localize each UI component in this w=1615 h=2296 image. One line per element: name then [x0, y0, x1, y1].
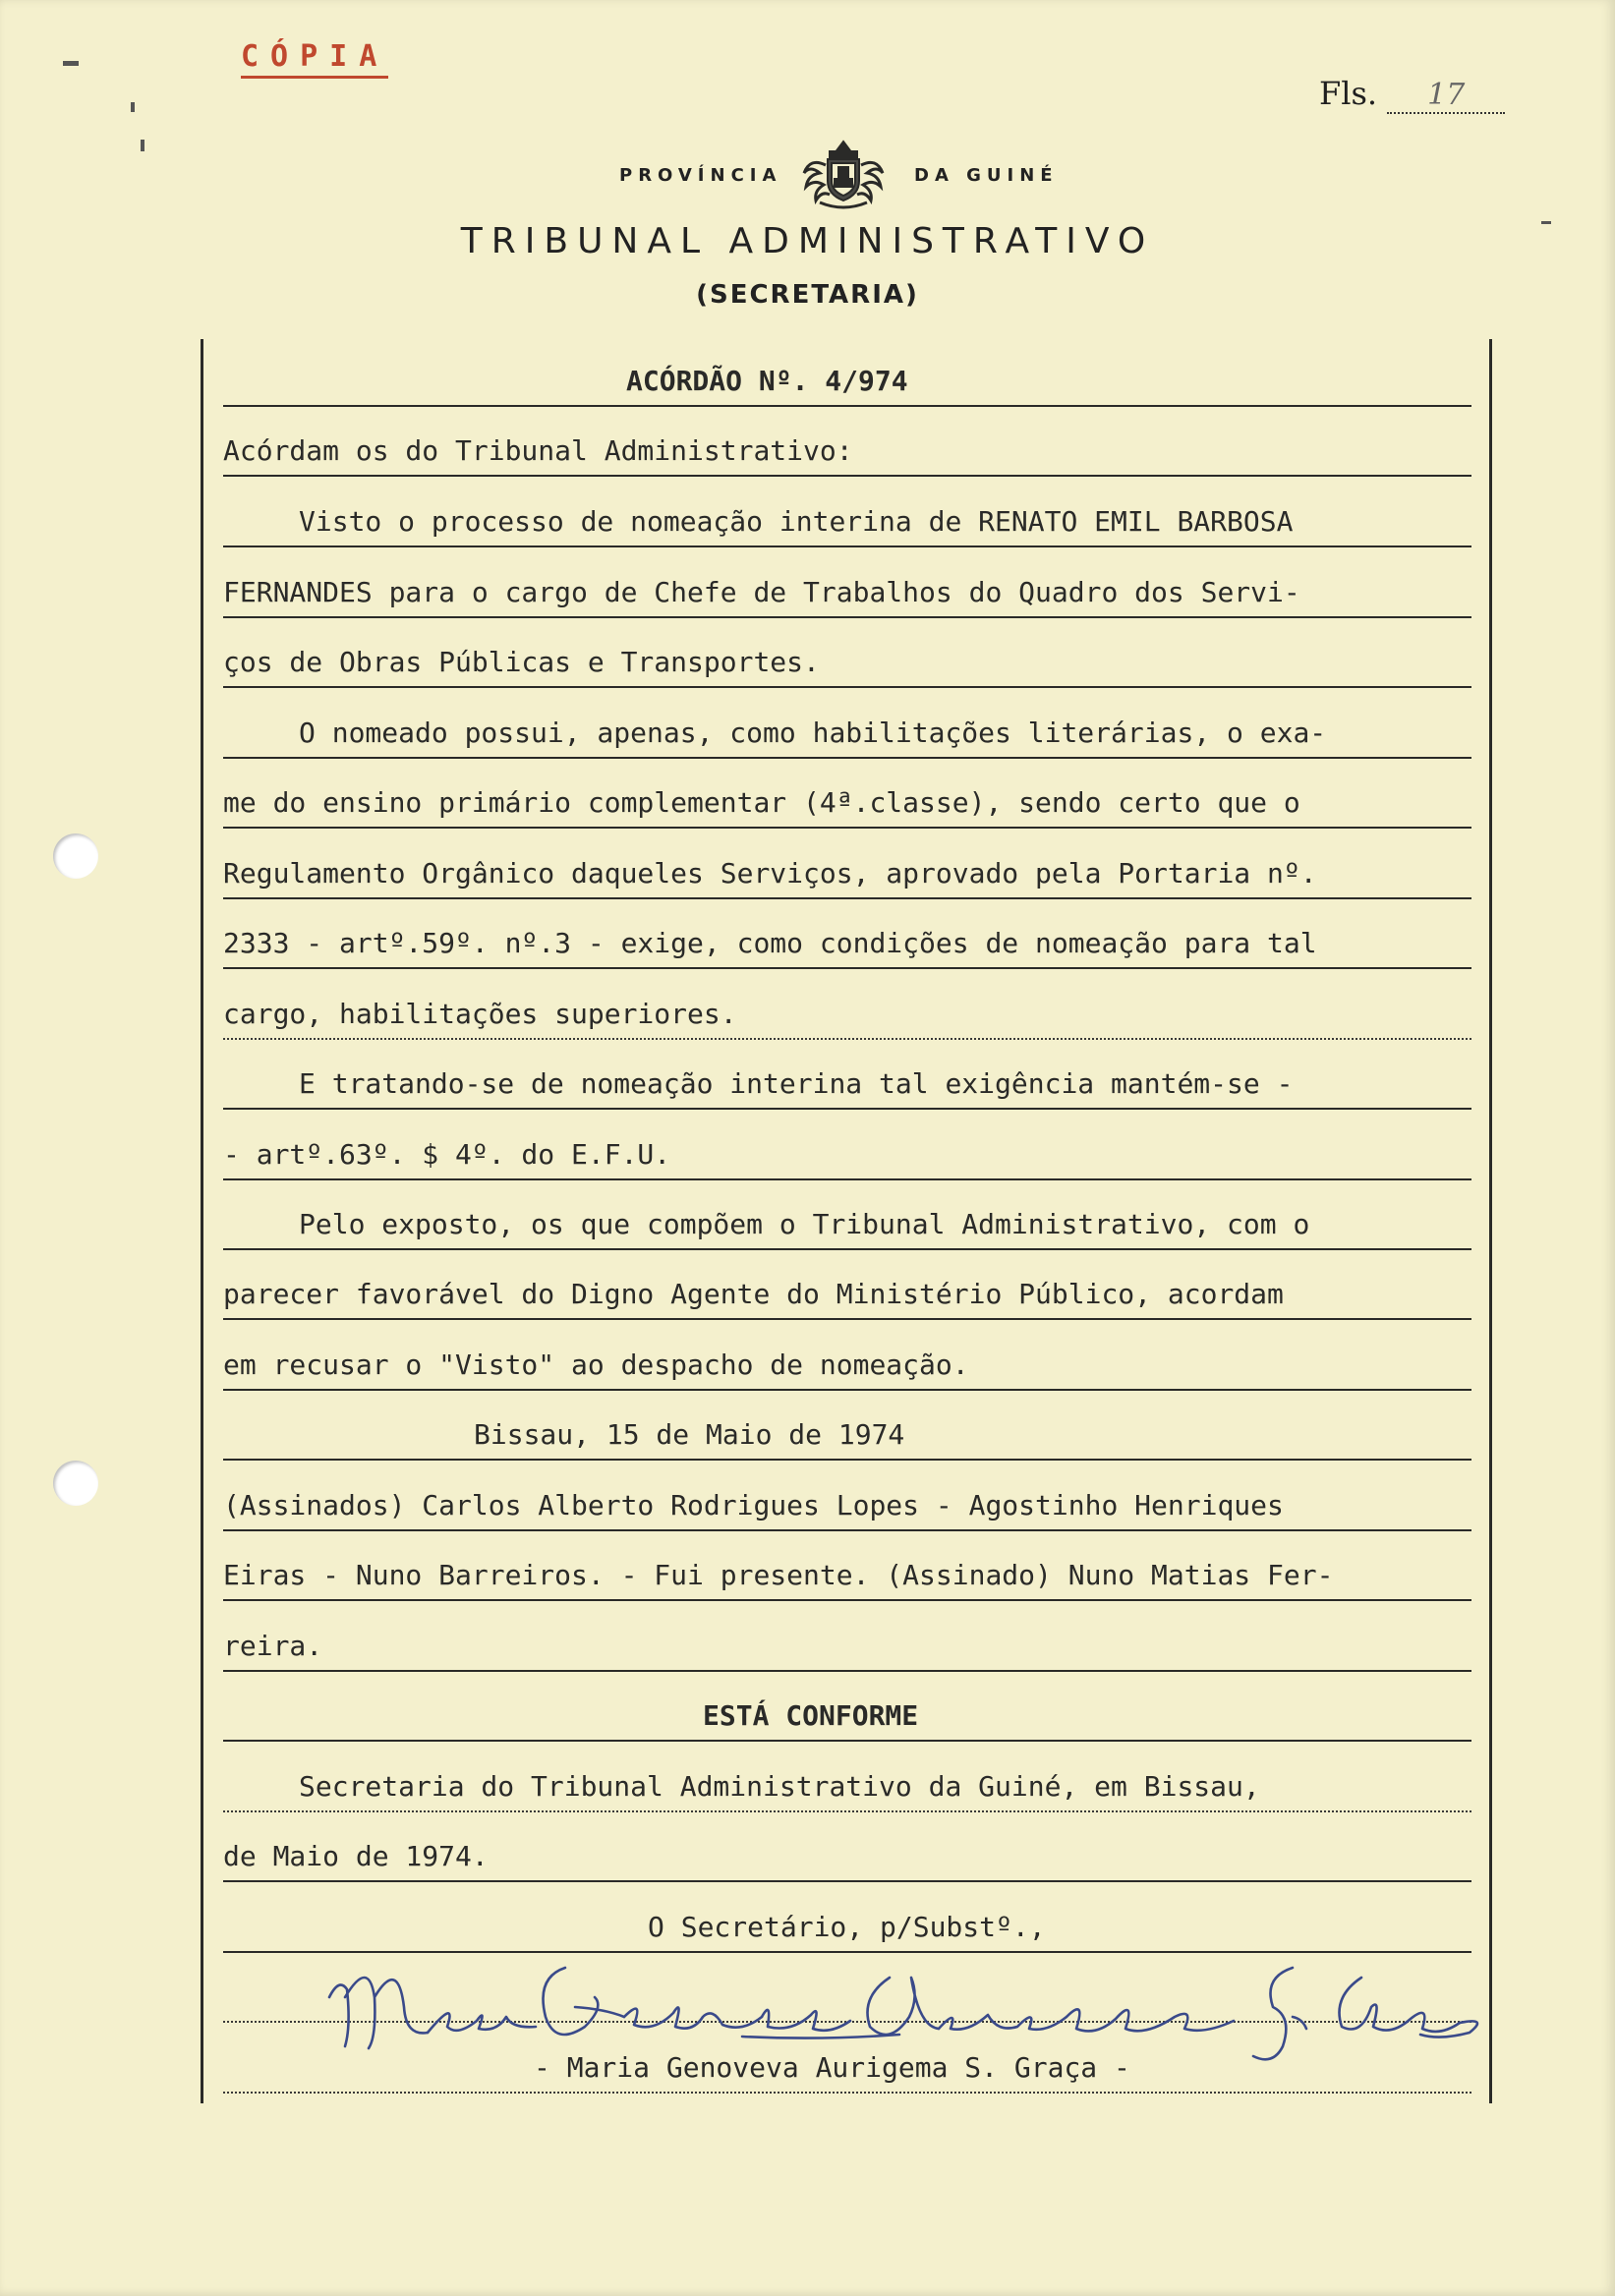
- coat-of-arms-icon: [798, 136, 889, 214]
- title-line: [223, 366, 1471, 409]
- text-line: [223, 1631, 1471, 1674]
- court-title: TRIBUNAL ADMINISTRATIVO: [460, 221, 1155, 261]
- signatory-title: O Secretário, p/Substº.,: [648, 1911, 1046, 1943]
- signatory-name: - Maria Genoveva Aurigema S. Graça -: [534, 2051, 1130, 2084]
- line-text: parecer favorável do Digno Agente do Ministério Público, acordam: [223, 1278, 1284, 1310]
- text-line: [223, 1490, 1471, 1533]
- text-line: [223, 928, 1471, 971]
- line-text: me do ensino primário complementar (4ª.classe), sendo certo que o: [223, 786, 1300, 819]
- line-text: - artº.63º. $ 4º. do E.F.U.: [223, 1138, 671, 1171]
- text-line: [223, 1349, 1471, 1393]
- text-line: [223, 647, 1471, 690]
- text-line: [223, 435, 1471, 479]
- text-line: [223, 999, 1471, 1042]
- certification-line: [223, 1771, 1471, 1814]
- province-left: PROVÍNCIA: [619, 165, 782, 186]
- speck: [141, 140, 144, 151]
- folio-label-text: Fls.: [1319, 75, 1378, 112]
- left-margin-rule: [201, 339, 203, 2103]
- conformity-line: [223, 1700, 1471, 1744]
- text-line: [223, 1279, 1471, 1322]
- speck: [1541, 221, 1551, 224]
- certification-date: de Maio de 1974.: [223, 1840, 489, 1872]
- line-text: Regulamento Orgânico daqueles Serviços, aprovado pela Portaria nº.: [223, 857, 1317, 890]
- folio-label: [1319, 75, 1505, 114]
- line-text: Pelo exposto, os que compõem o Tribunal Administrativo, com o: [299, 1208, 1310, 1240]
- line-text: E tratando-se de nomeação interina tal exigência mantém-se -: [299, 1067, 1294, 1100]
- province-right: DA GUINÉ: [914, 165, 1059, 186]
- handwritten-signature: [310, 1938, 1499, 2086]
- text-line: [223, 1560, 1471, 1603]
- line-text: Visto o processo de nomeação interina de RENATO EMIL BARBOSA: [299, 505, 1294, 538]
- speck: [131, 102, 135, 112]
- line-text: ços de Obras Públicas e Transportes.: [223, 646, 820, 678]
- certification-line: [223, 1841, 1471, 1884]
- text-line: [223, 506, 1471, 549]
- line-text: cargo, habilitações superiores.: [223, 998, 737, 1030]
- text-line: [223, 787, 1471, 831]
- line-text: reira.: [223, 1630, 323, 1662]
- text-line: [223, 858, 1471, 901]
- folio-number: 17: [1387, 78, 1505, 114]
- text-line: [223, 1419, 1471, 1463]
- text-line: [223, 1209, 1471, 1252]
- text-line: [223, 577, 1471, 620]
- speck: [63, 61, 79, 66]
- line-text: 2333 - artº.59º. nº.3 - exige, como condições de nomeação para tal: [223, 927, 1317, 959]
- decision-title: ACÓRDÃO Nº. 4/974: [626, 365, 908, 397]
- right-margin-rule: [1489, 339, 1492, 2103]
- line-text: em recusar o "Visto" ao despacho de nomeação.: [223, 1349, 969, 1381]
- text-line: [223, 1068, 1471, 1112]
- line-text: Acórdam os do Tribunal Administrativo:: [223, 434, 853, 467]
- copy-stamp: CÓPIA: [241, 39, 388, 79]
- letterhead: [0, 136, 1615, 214]
- binder-hole: [53, 1461, 98, 1506]
- text-line: [223, 1139, 1471, 1182]
- conformity-heading: ESTÁ CONFORME: [703, 1699, 919, 1732]
- line-text: O nomeado possui, apenas, como habilitações literárias, o exa-: [299, 717, 1327, 749]
- line-text: Eiras - Nuno Barreiros. - Fui presente. (Assinado) Nuno Matias Fer-: [223, 1559, 1334, 1591]
- line-text: Bissau, 15 de Maio de 1974: [474, 1418, 905, 1451]
- text-line: [223, 718, 1471, 761]
- section-title: (SECRETARIA): [696, 280, 919, 310]
- line-text: (Assinados) Carlos Alberto Rodrigues Lopes - Agostinho Henriques: [223, 1489, 1284, 1521]
- line-text: FERNANDES para o cargo de Chefe de Trabalhos do Quadro dos Servi-: [223, 576, 1300, 608]
- certification-text: Secretaria do Tribunal Administrativo da Guiné, em Bissau,: [299, 1770, 1260, 1803]
- binder-hole: [53, 833, 98, 879]
